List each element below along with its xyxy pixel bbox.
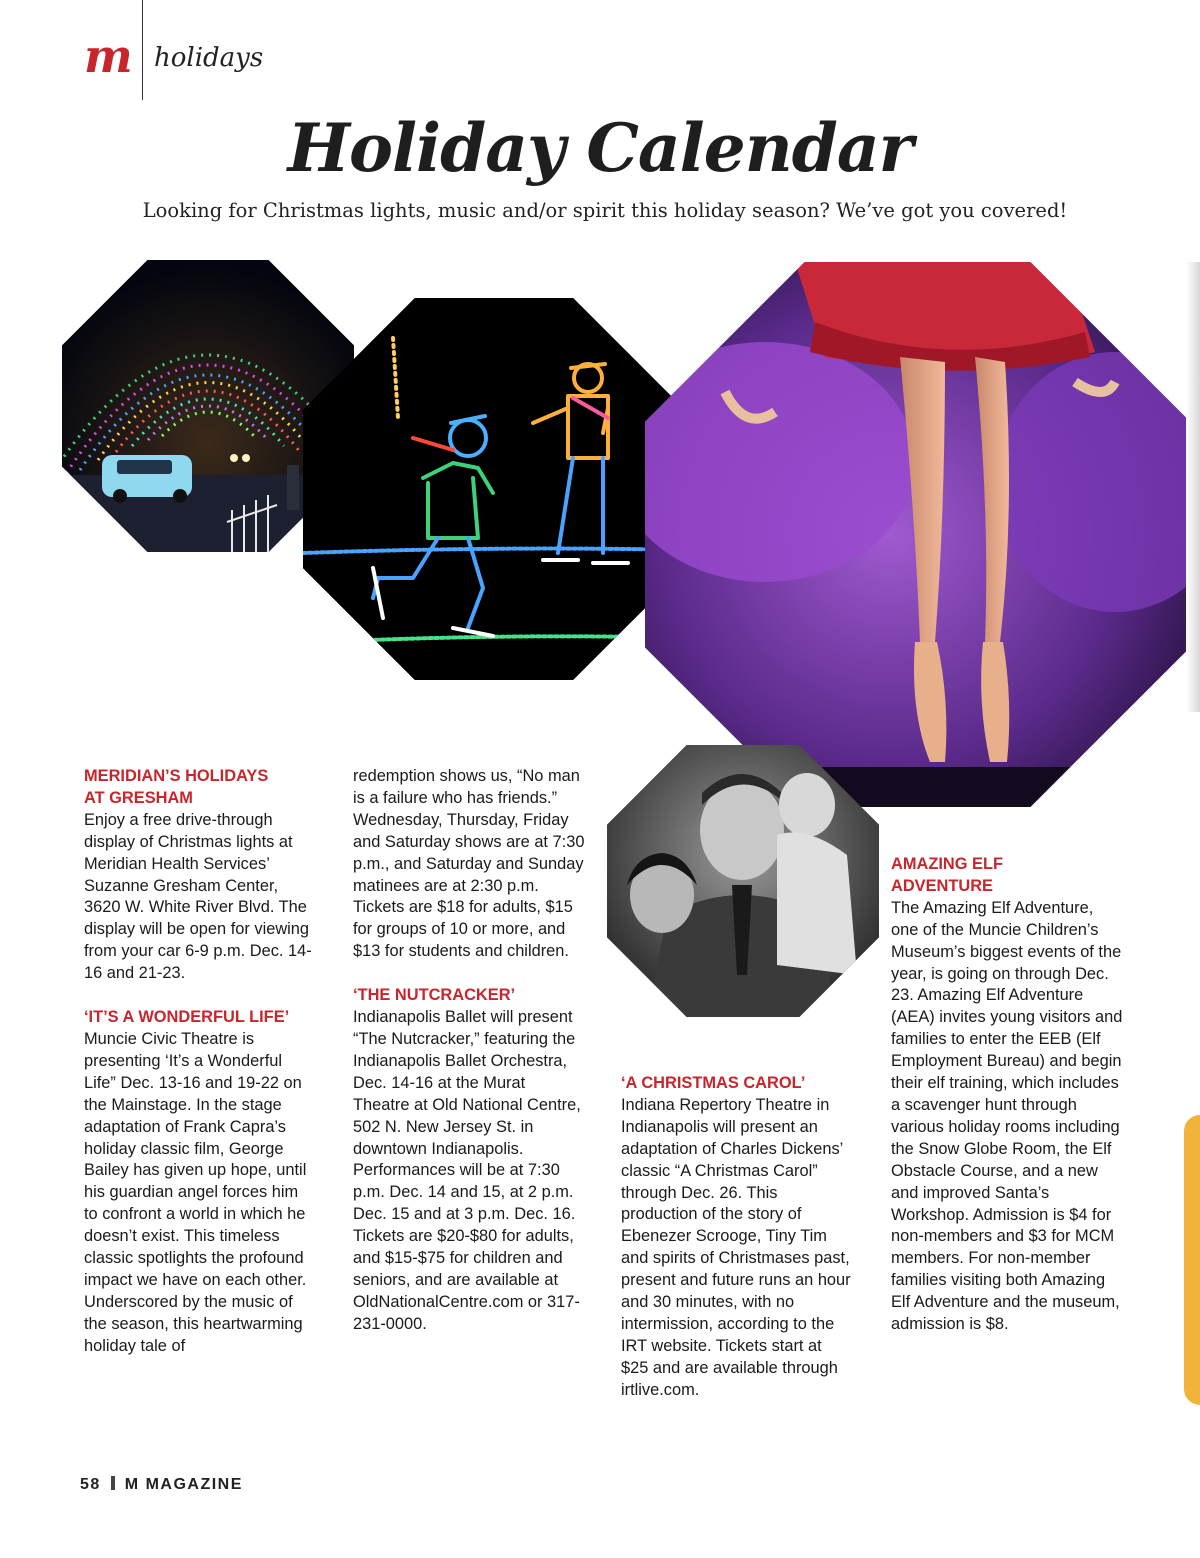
skaters-illustration <box>303 298 685 680</box>
photo-ballet-dancers <box>645 262 1190 807</box>
photo-lighted-skaters <box>303 298 685 680</box>
ballet-illustration <box>645 262 1190 807</box>
event-heading-wonderful-life: ‘IT’S A WONDERFUL LIFE’ <box>84 1008 290 1027</box>
event-heading-elf-line2: ADVENTURE <box>891 876 993 895</box>
photo-wonderful-life <box>607 745 879 1017</box>
page-footer <box>80 1472 243 1498</box>
column-3 <box>621 1073 853 1424</box>
page-subtitle: Looking for Christmas lights, music and/or spirit this holiday season? We’ve got you covered! <box>142 199 1068 222</box>
event-body-meridian: Enjoy a free drive-through display of Christmas lights at Meridian Health Services’ Suzanne Gresham Center, 3620 W. White River Blvd. The display will be open for viewing from your car 6-9 p.m. Dec. 14-16 and 21-23. <box>84 810 312 983</box>
section-label: holidays <box>154 43 264 73</box>
page-title: Holiday Calendar <box>287 109 913 187</box>
column-4 <box>891 854 1123 1358</box>
event-heading-christmas-carol: ‘A CHRISTMAS CAROL’ <box>621 1074 806 1092</box>
magazine-name: M MAGAZINE <box>124 1476 243 1493</box>
page-edge-shadow <box>1186 262 1200 712</box>
page-edge-tab <box>1184 1115 1200 1405</box>
event-body-elf: The Amazing Elf Adventure, one of the Muncie Children’s Museum’s biggest events of the year, is going on through Dec. 23. Amazing Elf Adventure (AEA) invites young visitors and families to enter the EEB (Elf Employment Bureau) and begin their elf training, which includes a scavenger hunt through various holiday rooms including the Snow Globe Room, the Elf Obstacle Course, and a new and improved Santa’s Workshop. Admission is $4 for non-members and $3 for MCM members. For non-member families visiting both Amazing Elf Adventure and the museum, admission is $8. <box>891 898 1123 1334</box>
event-body-christmas-carol: Indiana Repertory Theatre in Indianapolis will present an adaptation of Charles Dickens’ classic “A Christmas Carol” through Dec. 26. This production of the story of Ebenezer Scrooge, Tiny Tim and spirits of Christmases past, present and future runs an hour and 30 minutes, with no intermission, according to the IRT website. Tickets start at $25 and are available through irtlive.com. <box>621 1095 851 1399</box>
event-body-nutcracker: Indianapolis Ballet will present “The Nutcracker,” featuring the Indianapolis Ballet Orchestra, Dec. 14-16 at the Murat Theatre at Old National Centre, 502 N. New Jersey St. in downtown Indianapolis. Performances will be at 7:30 p.m. Dec. 14 and 15, at 2 p.m. Dec. 15 and at 3 p.m. Dec. 16. Tickets are $20-$80 for adults, and $15-$75 for children and seniors, and are available at OldNationalCentre.com or 317-231-0000. <box>353 1008 581 1333</box>
event-body-wonderful-life-continued: redemption shows us, “No man is a failure who has friends.” Wednesday, Thursday, Friday and Saturday shows are at 7:30 p.m., and Saturday and Sunday matinees are at 2:30 p.m. Tickets are $18 for adults, $15 for groups of 10 or more, and $13 for students and children. <box>353 767 585 961</box>
header-divider <box>142 0 143 100</box>
column-1 <box>84 766 316 1380</box>
event-body-wonderful-life: Muncie Civic Theatre is presenting ‘It’s a Wonderful Life” Dec. 13-16 and 19-22 on the Mainstage. In the stage adaptation of Frank Capra’s holiday classic film, George Bailey has given up hope, until his guardian angel forces him to confront a world in which he doesn’t exist. This timeless classic spotlights the profound impact we have on each other. Underscored by the music of the season, this heartwarming holiday tale of <box>84 1029 307 1355</box>
film-still-illustration <box>607 745 879 1017</box>
page-number: 58 <box>80 1476 101 1493</box>
footer-divider <box>111 1476 115 1490</box>
event-heading-elf-line1: AMAZING ELF <box>891 855 1003 873</box>
magazine-logo: m <box>84 29 131 83</box>
event-heading-meridian-line2: AT GRESHAM <box>84 788 193 807</box>
column-2 <box>353 766 585 1358</box>
event-heading-meridian-line1: MERIDIAN’S HOLIDAYS <box>84 767 269 785</box>
event-heading-nutcracker: ‘THE NUTCRACKER’ <box>353 986 516 1005</box>
